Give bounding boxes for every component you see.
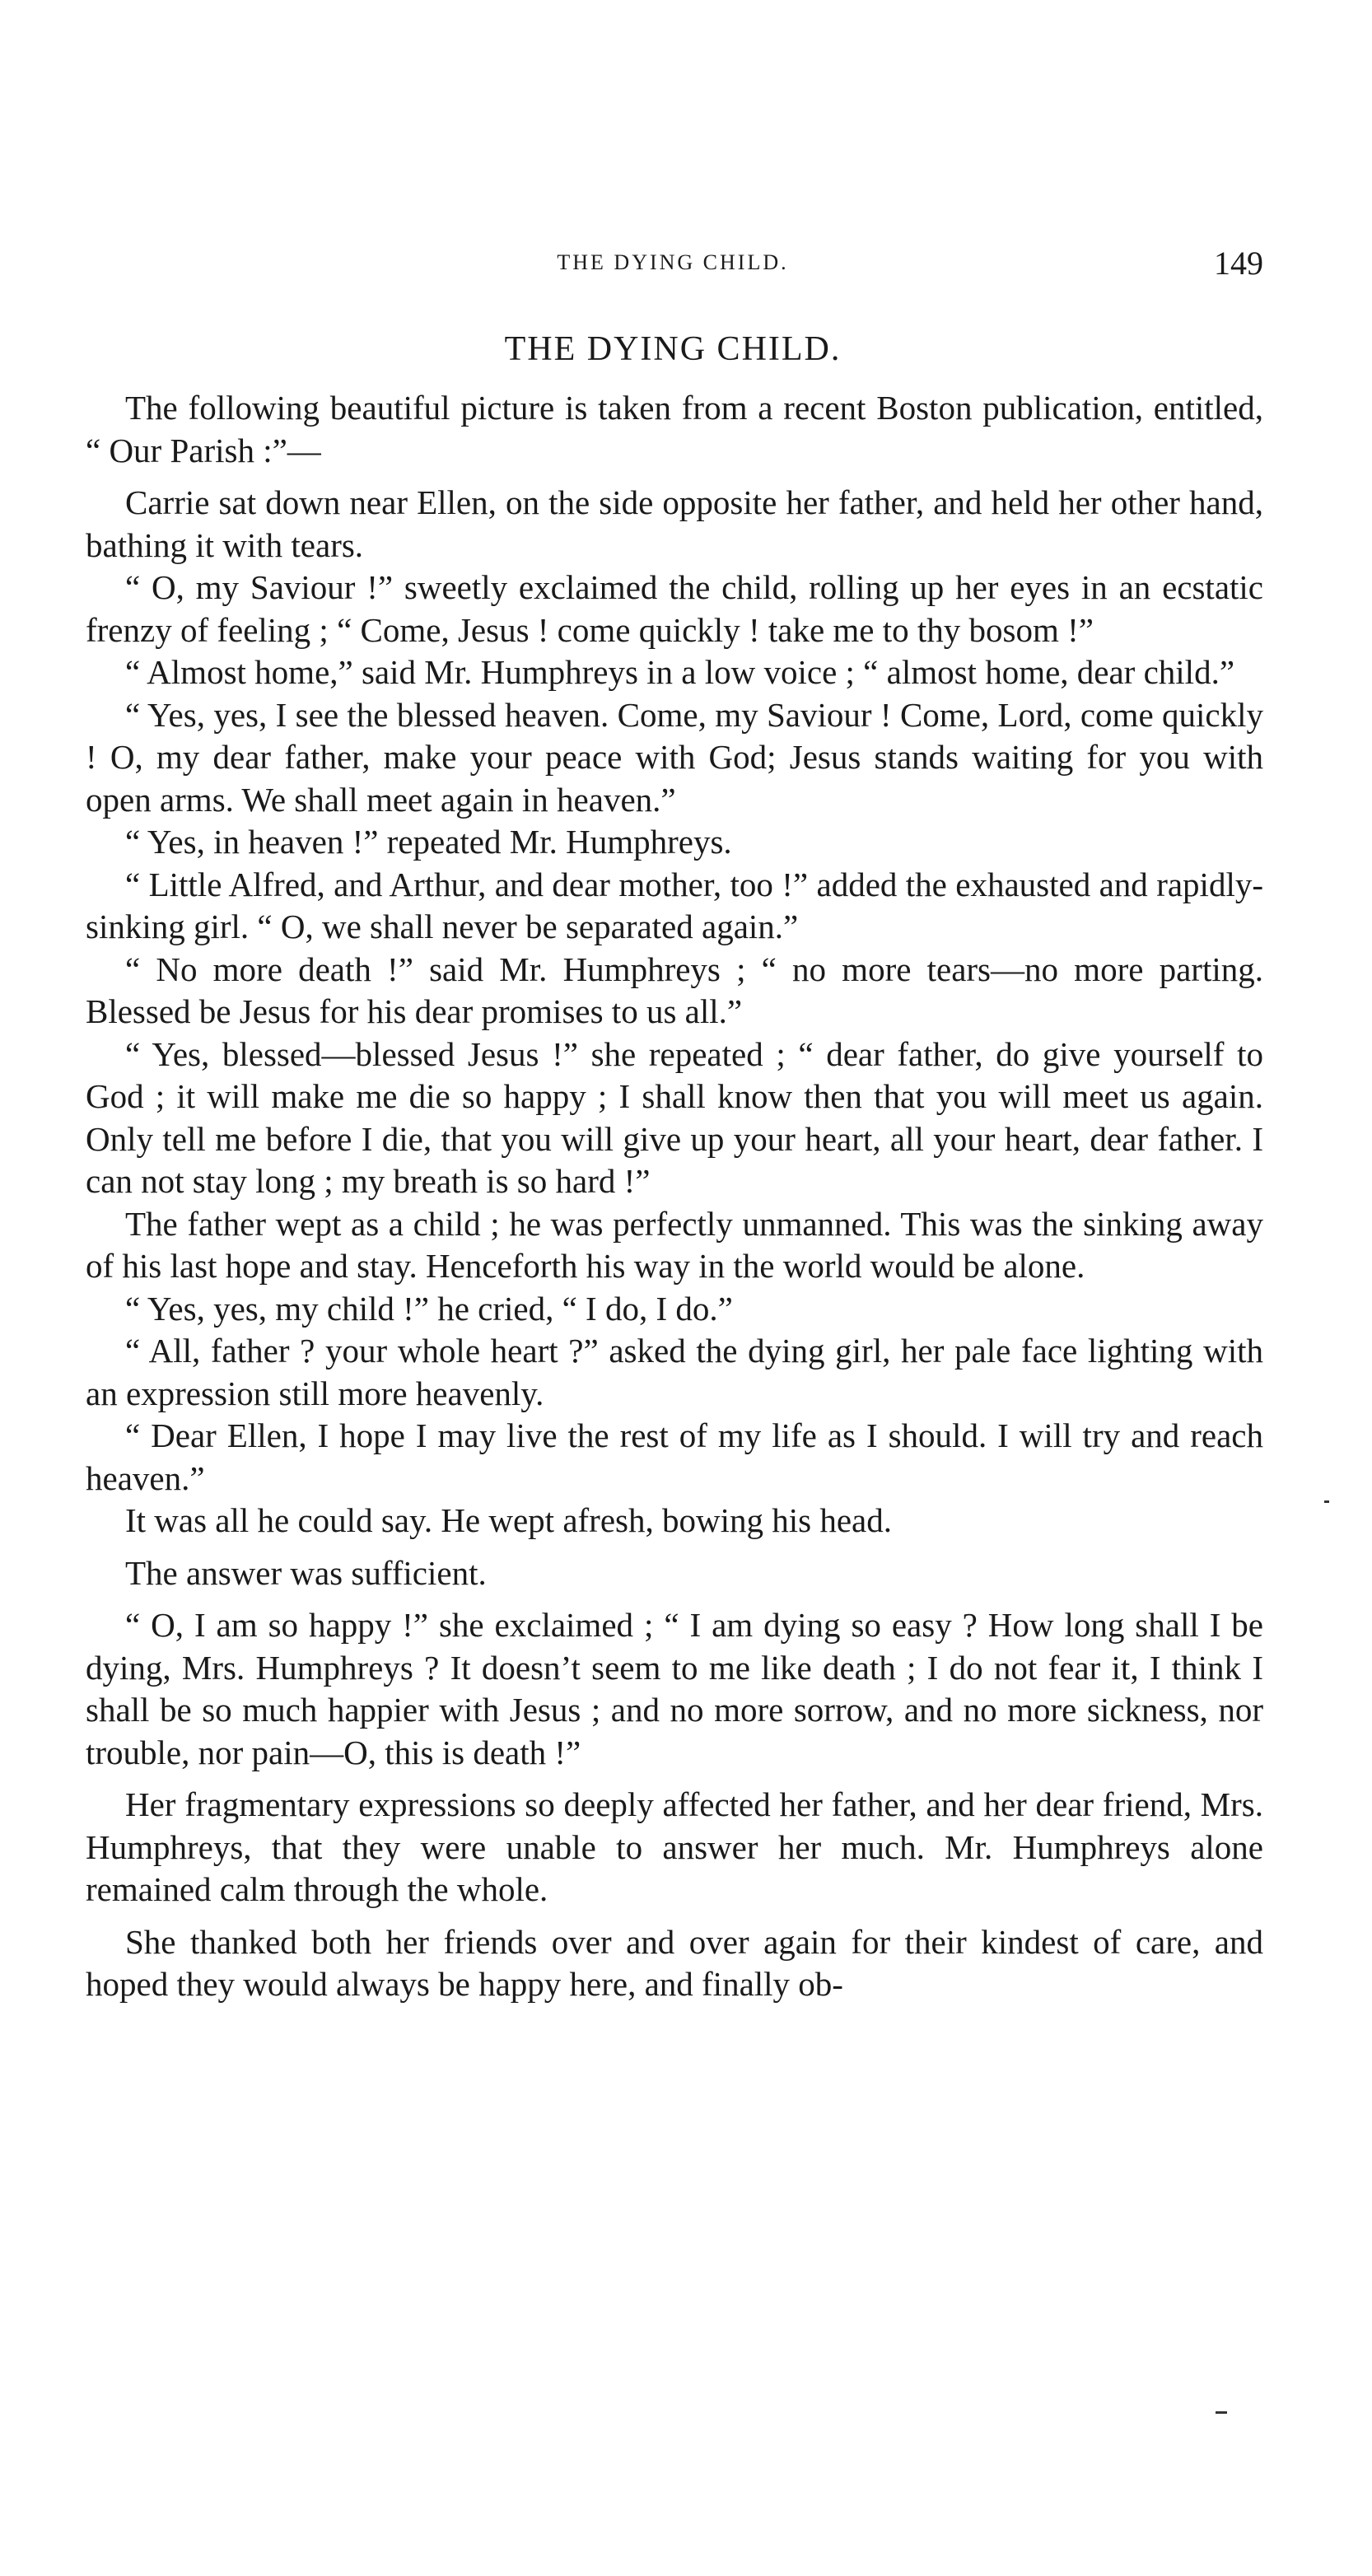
scan-speck <box>1324 1500 1329 1503</box>
paragraph: The father wept as a child ; he was perfectly unmanned. This was the sinking away of his last hope and stay. Henceforth his way in the world would be alone. <box>86 1204 1263 1285</box>
paragraph: Carrie sat down near Ellen, on the side opposite her father, and held her other hand, bathing it with tears. <box>86 483 1263 564</box>
paragraph: “ Yes, blessed—blessed Jesus !” she repeated ; “ dear father, do give yourself to God ; it will make me die so happy ; I shall know then that you will meet us again. Only tell me before I die, that you will give up your heart, all your heart, dear father. I can not stay long ; my breath is so hard !” <box>86 1034 1263 1200</box>
paragraph: “ Yes, yes, I see the blessed heaven. Come, my Saviour ! Come, Lord, come quickly ! O, my dear father, make your peace with God; Jesus stands waiting for you with open arms. We shall meet again in heaven.” <box>86 695 1263 819</box>
paragraph: Her fragmentary expressions so deeply affected her father, and her dear friend, Mrs. Humphreys, that they were unable to answer her much. Mr. Humphreys alone remained calm through the whole. <box>86 1785 1263 1908</box>
paragraph: The answer was sufficient. <box>125 1553 487 1592</box>
body-text <box>86 387 1263 2006</box>
paragraph: It was all he could say. He wept afresh, bowing his head. <box>125 1501 892 1539</box>
paragraph-intro: The following beautiful picture is taken from a recent Boston publication, entitled, “ Our Parish :”— <box>86 389 1263 469</box>
paragraph: “ All, father ? your whole heart ?” asked the dying girl, her pale face lighting with an expression still more heavenly. <box>86 1332 1263 1412</box>
page-number: 149 <box>1214 245 1263 282</box>
running-title: THE DYING CHILD. <box>557 250 789 274</box>
paragraph: “ Yes, yes, my child !” he cried, “ I do, I do.” <box>125 1289 733 1328</box>
chapter-title: THE DYING CHILD. <box>504 330 842 368</box>
paragraph: “ O, I am so happy !” she exclaimed ; “ I am dying so easy ? How long shall I be dying, Mrs. Humphreys ? It doesn’t seem to me like death ; I do not fear it, I think I shall be so much happier with Jesus ; and no more sorrow, and no more sickness, nor trouble, nor pain—O, this is death !” <box>86 1606 1263 1771</box>
scan-speck <box>1216 2411 1227 2414</box>
paragraph: “ Little Alfred, and Arthur, and dear mother, too !” added the exhausted and rapidly-sinking girl. “ O, we shall never be separated again.” <box>86 865 1263 945</box>
paragraph: “ O, my Saviour !” sweetly exclaimed the child, rolling up her eyes in an ecstatic frenzy of feeling ; “ Come, Jesus ! come quickly ! take me to thy bosom !” <box>86 568 1263 649</box>
paragraph: “ Yes, in heaven !” repeated Mr. Humphreys. <box>125 823 732 861</box>
paragraph: “ Almost home,” said Mr. Humphreys in a low voice ; “ almost home, dear child.” <box>125 653 1235 691</box>
paragraph: She thanked both her friends over and over again for their kindest of care, and hoped they would always be happy here, and finally ob- <box>86 1922 1263 2003</box>
paragraph: “ No more death !” said Mr. Humphreys ; “ no more tears—no more parting. Blessed be Jesus for his dear promises to us all.” <box>86 950 1263 1030</box>
paragraph: “ Dear Ellen, I hope I may live the rest of my life as I should. I will try and reach heaven.” <box>86 1416 1263 1497</box>
running-head <box>82 244 1263 285</box>
